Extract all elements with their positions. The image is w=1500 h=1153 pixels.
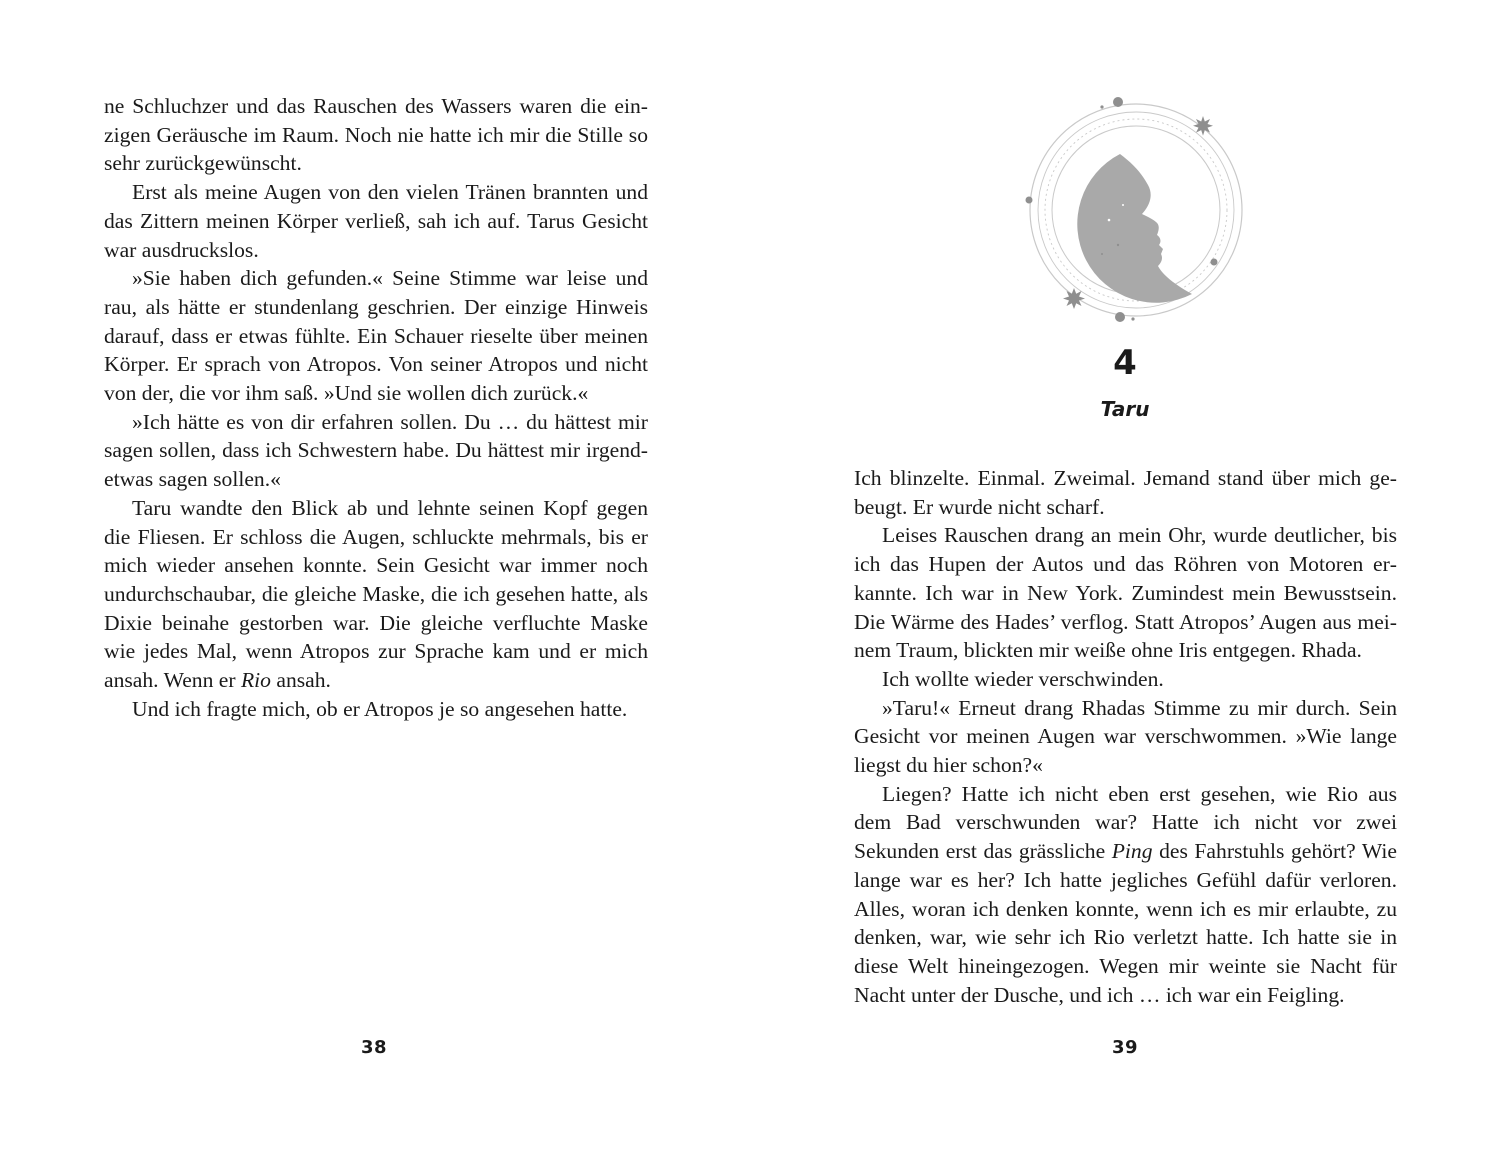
text-run: Und ich fragte mich, ob er Atropos je so angesehen hatte. bbox=[132, 696, 628, 721]
text-run: »Taru!« Erneut drang Rhadas Stimme zu mir durch. Sein Gesicht vor meinen Augen war verschwommen. »Wie lange liegst du hier schon?« bbox=[854, 695, 1397, 778]
crescent-moon-shape bbox=[1077, 154, 1192, 303]
text-run: »Sie haben dich gefunden.« Seine Stimme war leise und rau, als hätte er stundenlang geschrien. Der einzige Hinweis darauf, dass er etwas fühlte. Ein Schauer rieselte über meinen Körper. Er sprach von Atropos. Von seiner Atropos und nicht von der, die vor ihm saß. »Und sie wollen dich zurück.« bbox=[104, 266, 648, 406]
text-run: Erst als meine Augen von den vielen Tränen brannten und das Zittern meinen Körper verließ, sah ich auf. Tarus Gesicht war ausdruckslos. bbox=[104, 180, 648, 262]
chapter-number: 4 bbox=[1113, 343, 1137, 383]
text-run: »Ich hätte es von dir erfahren sollen. Du … du hättest mir sagen sollen, dass ich Schwestern habe. Du hättest mir irgendetwas sagen sollen.« bbox=[104, 409, 648, 492]
paragraph bbox=[104, 695, 648, 724]
paragraph bbox=[854, 780, 1397, 1010]
page-number-right: 39 bbox=[1111, 1037, 1139, 1058]
italic-text: Ping bbox=[1111, 839, 1153, 864]
text-run: Leises Rauschen drang an mein Ohr, wurde deutlicher, bis ich das Hupen der Autos und das Röhren von Motoren erkannte. Ich war in New York. Zumindest mein Bewusstsein. Die Wärme des Hades’ verflog. Statt Atropos’ Augen aus meinem Traum, blickten mir weiße ohne Iris entgegen. Rhada. bbox=[854, 523, 1397, 663]
paragraph bbox=[104, 408, 648, 494]
paragraph bbox=[854, 464, 1397, 521]
italic-text: Rio bbox=[240, 668, 271, 693]
text-run: Taru wandte den Blick ab und lehnte seinen Kopf gegen die Fliesen. Er schloss die Augen, schluckte mehrmals, bis er mich wieder ansehen konnte. Sein Gesicht war immer noch undurchschaubar, die gleiche Maske, die ich gesehen hatte, als Dixie beinahe gestorben war. Die gleiche verfluchte Maske wie jedes Mal, wenn Atropos zur Sprache kam und er mich ansah. Wenn er bbox=[104, 495, 648, 693]
text-run: Ich wollte wieder verschwinden. bbox=[882, 666, 1164, 691]
paragraph bbox=[854, 521, 1397, 665]
right-page-text bbox=[854, 464, 1397, 1009]
text-run: Liegen? Hatte ich nicht eben erst gesehen, wie Rio aus dem Bad verschwunden war? Hatte ich nicht vor zwei Sekunden erst das grässliche bbox=[854, 781, 1397, 864]
crescent-moon-face-icon bbox=[1020, 94, 1252, 326]
chapter-title: Taru bbox=[1100, 397, 1150, 421]
paragraph bbox=[854, 665, 1397, 694]
paragraph bbox=[104, 92, 648, 178]
paragraph bbox=[854, 694, 1397, 780]
right-page bbox=[750, 0, 1500, 1153]
paragraph bbox=[104, 494, 648, 695]
text-run: ansah. bbox=[270, 668, 331, 693]
text-run: Ich blinzelte. Einmal. Zweimal. Jemand stand über mich gebeugt. Er wurde nicht scharf. bbox=[854, 466, 1397, 519]
left-page-text bbox=[104, 92, 648, 723]
paragraph bbox=[104, 178, 648, 264]
text-run: des Fahrstuhls gehört? Wie lange war es her? Ich hatte jegliches Gefühl dafür verloren. Alles, woran ich denken konnte, wenn ich es mir erlaubte, zu denken, war, wie sehr ich Rio verletzt hatte. Ich hatte sie in diese Welt hineingezogen. Wegen mir weinte sie Nacht für Nacht unter der Dusche, und ich … ich war ein Feigling. bbox=[854, 839, 1397, 1007]
page-number-left: 38 bbox=[360, 1037, 388, 1058]
paragraph bbox=[104, 264, 648, 408]
text-run: ne Schluchzer und das Rauschen des Wassers waren die einzigen Geräusche im Raum. Noch nie hatte ich mir die Stille so sehr zurückgewünscht. bbox=[104, 94, 648, 176]
